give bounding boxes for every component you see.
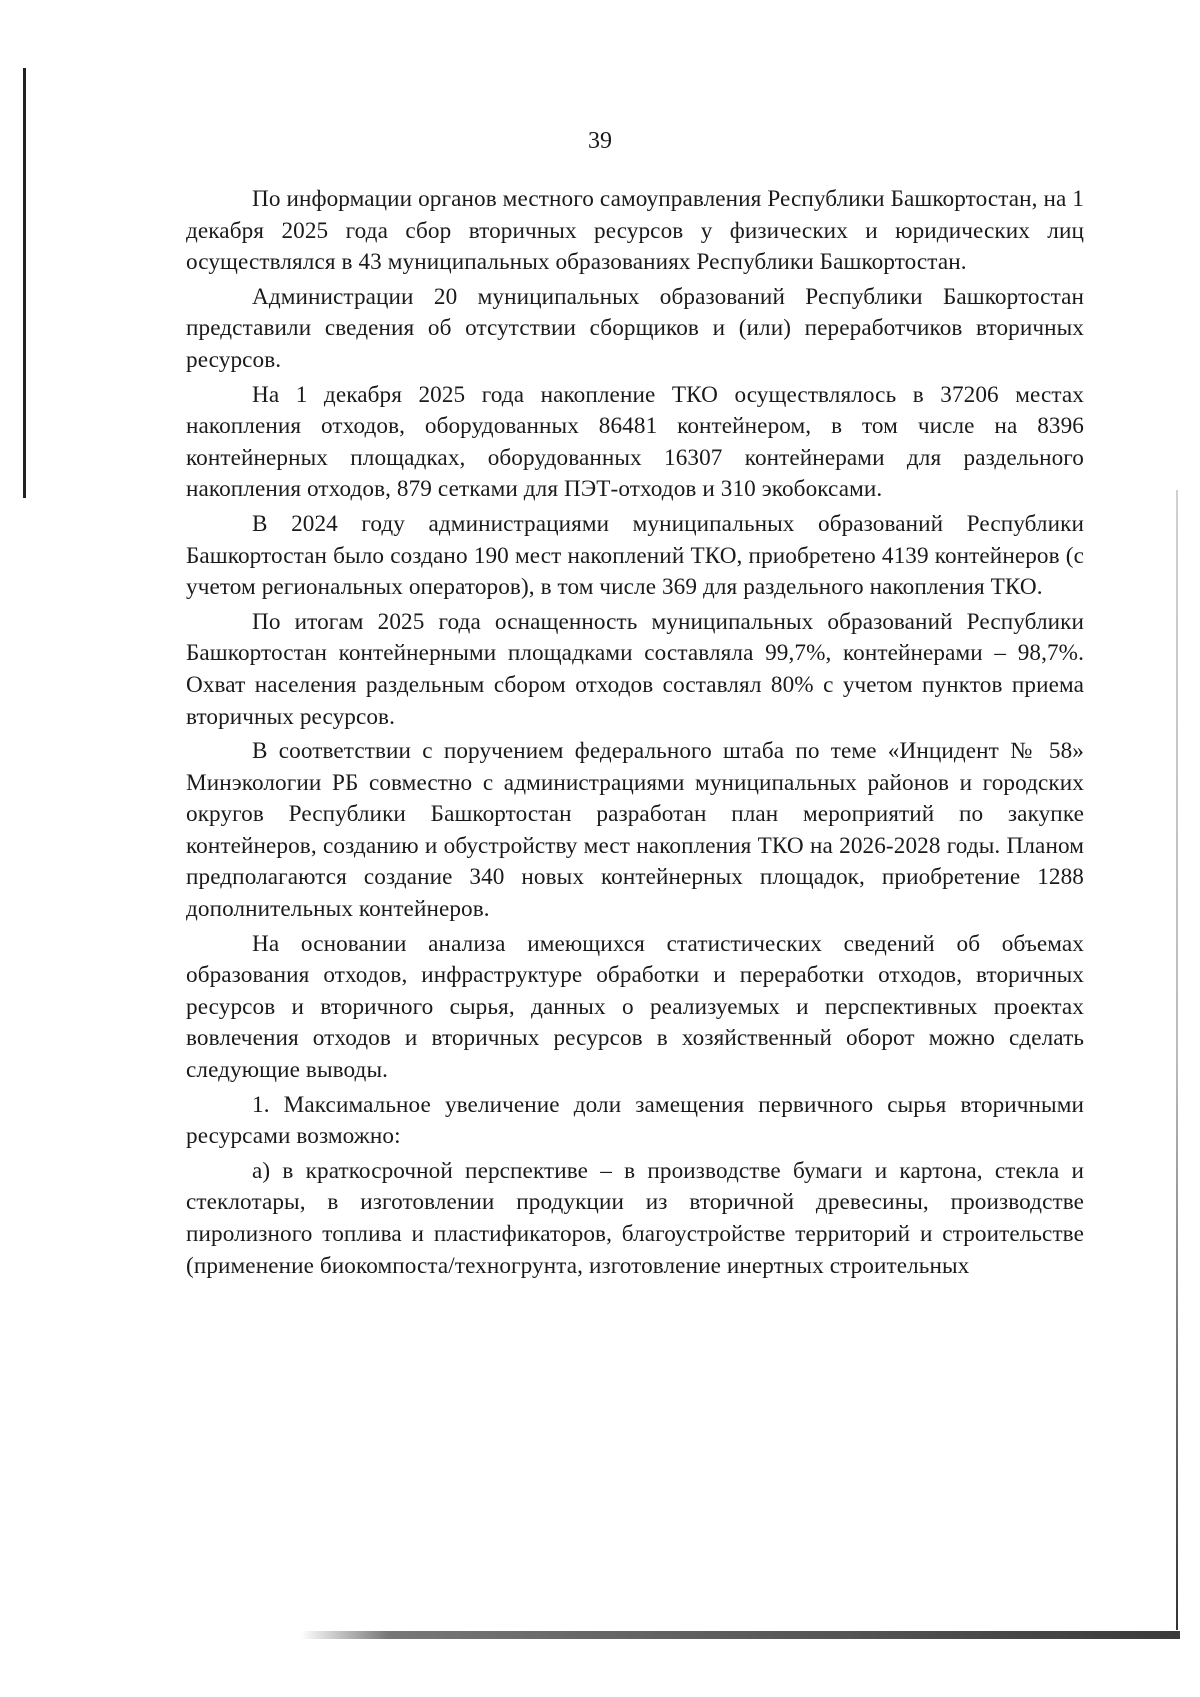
paragraph: На 1 декабря 2025 года накопление ТКО осуществлялось в 37206 местах накопления отходов, оборудованных 86481 контейнером, в том числе на 8396 контейнерных площадках, оборудованных 16307 контейнерами для раздельного накопления отходов, 879 сетками для ПЭТ-отходов и 310 экобоксами. bbox=[186, 381, 1084, 503]
paragraph: По итогам 2025 года оснащенность муниципальных образований Республики Башкортостан контейнерными площадками составляла 99,7%, контейнерами – 98,7%. Охват населения раздельным сбором отходов составлял 80% с учетом пунктов приема вторичных ресурсов. bbox=[186, 608, 1084, 730]
paragraph: Администрации 20 муниципальных образований Республики Башкортостан представили сведения об отсутствии сборщиков и (или) переработчиков вторичных ресурсов. bbox=[186, 283, 1084, 373]
scan-edge-bottom bbox=[300, 1631, 1180, 1639]
scan-edge-right bbox=[1176, 490, 1178, 1630]
paragraph: а) в краткосрочной перспективе – в производстве бумаги и картона, стекла и стеклотары, в изготовлении продукции из вторичной древесины, производстве пиролизного топлива и пластификаторов, благоустройстве территорий и строительстве (применение биокомпоста/техногрунта, изготовление инертных строительных bbox=[186, 1157, 1084, 1279]
paragraph: По информации органов местного самоуправления Республики Башкортостан, на 1 декабря 2025 года сбор вторичных ресурсов у физических и юридических лиц осуществлялся в 43 муниципальных образованиях Республики Башкортостан. bbox=[186, 186, 1084, 276]
paragraph: В соответствии с поручением федерального штаба по теме «Инцидент № 58» Минэкологии РБ совместно с администрациями муниципальных районов и городских округов Республики Башкортостан разработан план мероприятий по закупке контейнеров, созданию и обустройству мест накопления ТКО на 2026-2028 годы. Планом предполагаются создание 340 новых контейнерных площадок, приобретение 1288 дополнительных контейнеров. bbox=[186, 738, 1084, 923]
paragraph: 1. Максимальное увеличение доли замещения первичного сырья вторичными ресурсами возможно: bbox=[186, 1091, 1084, 1150]
paragraph: На основании анализа имеющихся статистических сведений об объемах образования отходов, инфраструктуре обработки и переработки отходов, вторичных ресурсов и вторичного сырья, данных о реализуемых и перспективных проектах вовлечения отходов и вторичных ресурсов в хозяйственный оборот можно сделать следующие выводы. bbox=[186, 930, 1084, 1084]
paragraph: В 2024 году администрациями муниципальных образований Республики Башкортостан было создано 190 мест накоплений ТКО, приобретено 4139 контейнеров (с учетом региональных операторов), в том числе 369 для раздельного накопления ТКО. bbox=[186, 510, 1084, 601]
document-body bbox=[186, 184, 1084, 1285]
page-number: 39 bbox=[588, 128, 612, 154]
